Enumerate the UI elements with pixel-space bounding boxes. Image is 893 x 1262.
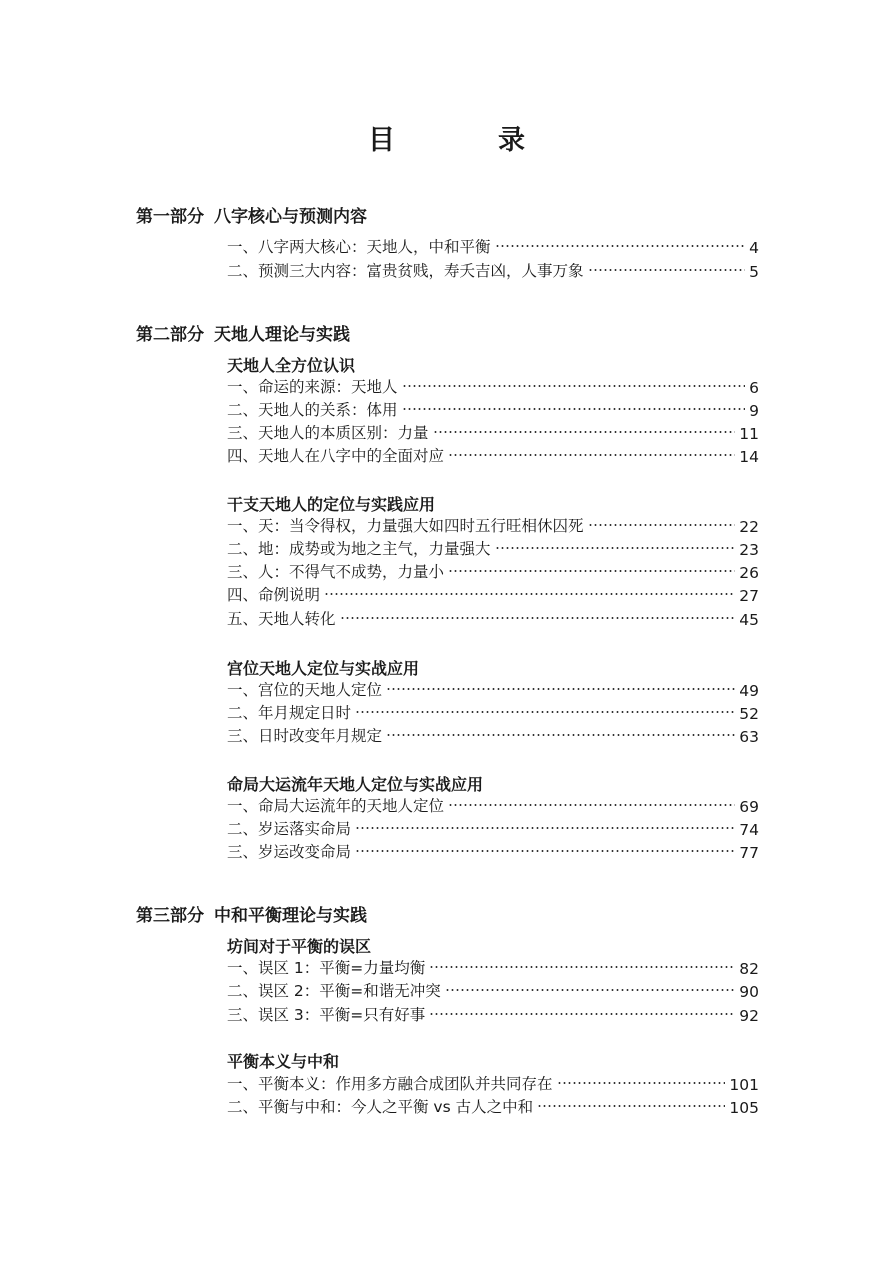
- toc-entry[interactable]: [227, 258, 759, 281]
- section-heading: 坊间对于平衡的误区: [227, 937, 372, 956]
- toc-entry[interactable]: [227, 582, 759, 605]
- toc-entry[interactable]: [227, 816, 759, 839]
- toc-entry[interactable]: [227, 234, 759, 257]
- page-number: 82: [739, 960, 759, 978]
- page-number: 49: [739, 682, 759, 700]
- toc-entry[interactable]: [227, 700, 759, 723]
- dot-leader: [340, 612, 736, 624]
- entry-title: 二、预测三大内容：富贵贫贱，寿夭吉凶，人事万象: [227, 262, 584, 280]
- toc-entry[interactable]: [227, 723, 759, 746]
- toc-entry[interactable]: [227, 443, 759, 466]
- dot-leader: [402, 403, 746, 415]
- entry-title: 一、命运的来源：天地人: [227, 378, 398, 396]
- part-title: 八字核心与预测内容: [214, 207, 367, 227]
- page-number: 4: [749, 239, 759, 257]
- dot-leader: [588, 519, 736, 531]
- dot-leader: [448, 449, 735, 461]
- entry-title: 二、岁运落实命局: [227, 820, 352, 838]
- page-number: 6: [749, 379, 759, 397]
- toc-entry[interactable]: [227, 420, 759, 443]
- dot-leader: [324, 588, 735, 600]
- entry-title: 三、天地人的本质区别：力量: [227, 424, 429, 442]
- entry-title: 二、平衡与中和：今人之平衡 vs 古人之中和: [227, 1098, 534, 1116]
- entry-title: 三、人：不得气不成势，力量小: [227, 563, 445, 581]
- page-number: 105: [729, 1099, 759, 1117]
- page-number: 23: [739, 541, 759, 559]
- entry-title: 四、天地人在八字中的全面对应: [227, 447, 445, 465]
- entry-title: 一、宫位的天地人定位: [227, 681, 383, 699]
- page-number: 52: [739, 705, 759, 723]
- dot-leader: [402, 380, 746, 392]
- section-heading: 宫位天地人定位与实战应用: [227, 659, 420, 678]
- section-heading: 命局大运流年天地人定位与实战应用: [227, 775, 484, 794]
- entry-title: 二、天地人的关系：体用: [227, 401, 398, 419]
- page-number: 101: [729, 1076, 759, 1094]
- toc-entry[interactable]: [227, 606, 759, 629]
- entry-title: 一、误区 1：平衡=力量均衡: [227, 959, 426, 977]
- entry-title: 三、日时改变年月规定: [227, 727, 383, 745]
- page-number: 69: [739, 798, 759, 816]
- page-number: 27: [739, 587, 759, 605]
- page-number: 63: [739, 728, 759, 746]
- page-number: 26: [739, 564, 759, 582]
- dot-leader: [495, 542, 736, 554]
- dot-leader: [495, 240, 746, 252]
- page-number: 74: [739, 821, 759, 839]
- entry-title: 五、天地人转化: [227, 610, 336, 628]
- page-number: 11: [739, 425, 759, 443]
- entry-title: 二、年月规定日时: [227, 704, 352, 722]
- entry-title: 一、天：当令得权，力量强大如四时五行旺相休囚死: [227, 517, 584, 535]
- dot-leader: [355, 706, 735, 718]
- page-number: 14: [739, 448, 759, 466]
- part-heading: [136, 320, 350, 345]
- page-number: 5: [749, 263, 759, 281]
- dot-leader: [445, 984, 735, 996]
- part-number: 第三部分: [136, 906, 204, 926]
- page-number: 92: [739, 1007, 759, 1025]
- entry-title: 三、岁运改变命局: [227, 843, 352, 861]
- toc-entry[interactable]: [227, 559, 759, 582]
- dot-leader: [557, 1077, 726, 1089]
- dot-leader: [429, 1008, 735, 1020]
- section-heading: 干支天地人的定位与实践应用: [227, 495, 436, 514]
- part-heading: [136, 901, 367, 926]
- toc-entry[interactable]: [227, 374, 759, 397]
- part-title: 天地人理论与实践: [214, 325, 350, 345]
- toc-entry[interactable]: [227, 793, 759, 816]
- toc-entry[interactable]: [227, 513, 759, 536]
- entry-title: 二、地：成势或为地之主气，力量强大: [227, 540, 491, 558]
- dot-leader: [537, 1100, 725, 1112]
- toc-entry[interactable]: [227, 955, 759, 978]
- page-number: 77: [739, 844, 759, 862]
- dot-leader: [448, 799, 735, 811]
- entry-title: 三、误区 3：平衡=只有好事: [227, 1006, 426, 1024]
- dot-leader: [429, 961, 735, 973]
- entry-title: 一、命局大运流年的天地人定位: [227, 797, 445, 815]
- dot-leader: [433, 426, 736, 438]
- page-title: 目 录: [368, 125, 563, 156]
- page-number: 90: [739, 983, 759, 1001]
- part-heading: [136, 202, 367, 227]
- toc-entry[interactable]: [227, 536, 759, 559]
- toc-entry[interactable]: [227, 1071, 759, 1094]
- part-title: 中和平衡理论与实践: [214, 906, 367, 926]
- toc-entry[interactable]: [227, 1094, 759, 1117]
- section-heading: 平衡本义与中和: [227, 1052, 340, 1071]
- part-number: 第一部分: [136, 207, 204, 227]
- section-heading: 天地人全方位认识: [227, 356, 356, 375]
- entry-title: 一、平衡本义：作用多方融合成团队并共同存在: [227, 1075, 553, 1093]
- page-number: 45: [739, 611, 759, 629]
- toc-entry[interactable]: [227, 677, 759, 700]
- page-number: 9: [749, 402, 759, 420]
- page-number: 22: [739, 518, 759, 536]
- dot-leader: [355, 845, 735, 857]
- toc-entry[interactable]: [227, 839, 759, 862]
- dot-leader: [386, 683, 735, 695]
- toc-entry[interactable]: [227, 978, 759, 1001]
- dot-leader: [386, 729, 735, 741]
- entry-title: 二、误区 2：平衡=和谐无冲突: [227, 982, 441, 1000]
- entry-title: 四、命例说明: [227, 586, 321, 604]
- entry-title: 一、八字两大核心：天地人，中和平衡: [227, 238, 491, 256]
- toc-entry[interactable]: [227, 397, 759, 420]
- toc-entry[interactable]: [227, 1002, 759, 1025]
- part-number: 第二部分: [136, 325, 204, 345]
- dot-leader: [355, 822, 735, 834]
- dot-leader: [588, 264, 746, 276]
- dot-leader: [448, 565, 735, 577]
